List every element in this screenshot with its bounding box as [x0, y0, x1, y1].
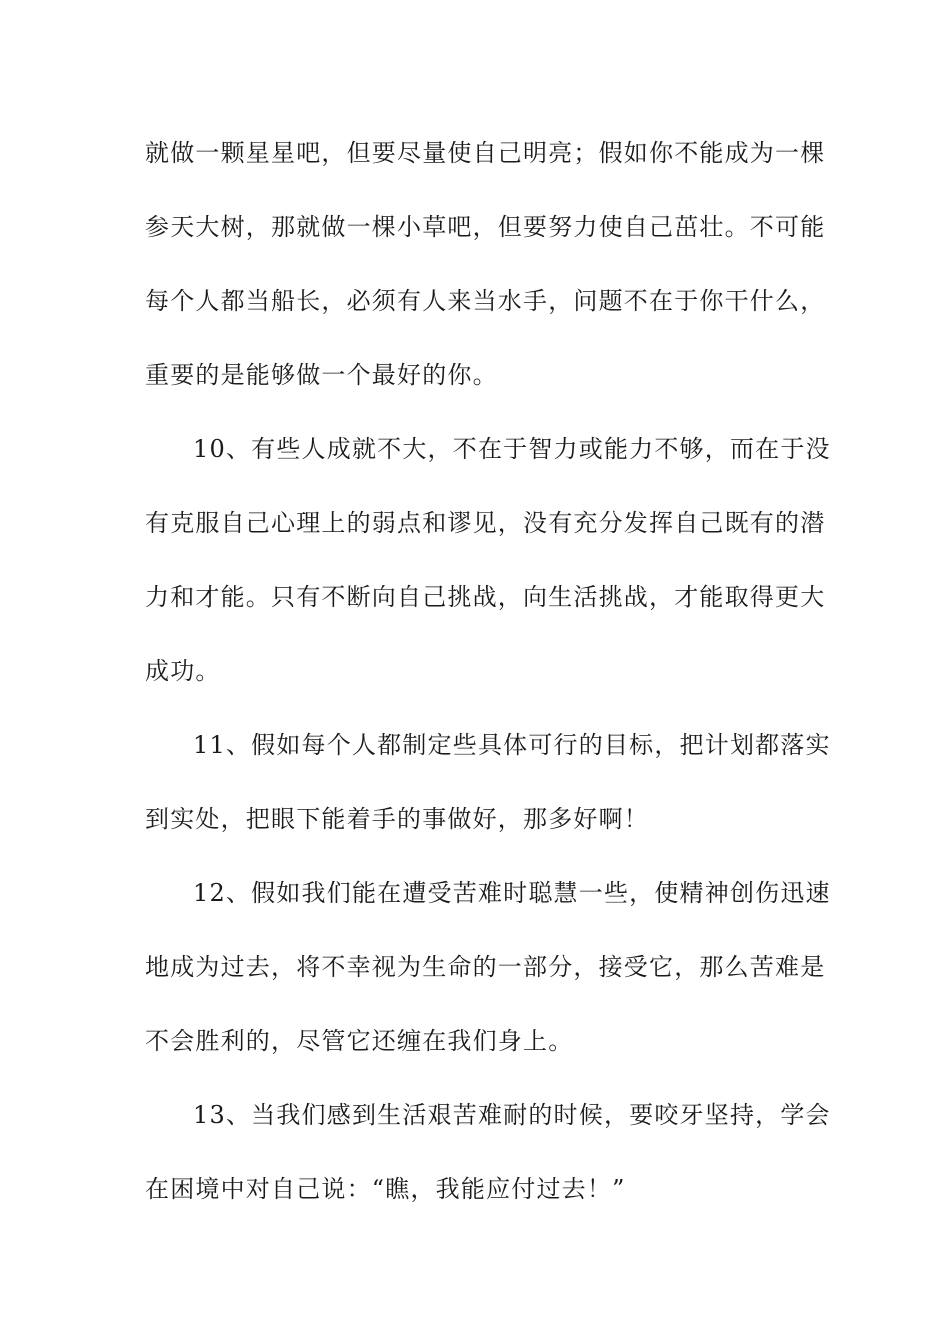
paragraph-line: 地成为过去，将不幸视为生命的一部分，接受它，那么苦难是: [145, 953, 826, 981]
paragraph-line: 有克服自己心理上的弱点和谬见，没有充分发挥自己既有的潜: [145, 509, 826, 537]
paragraph-12-first-line: 12、假如我们能在遭受苦难时聪慧一些，使精神创伤迅速: [193, 879, 831, 907]
paragraph-11-first-line: 11、假如每个人都制定些具体可行的目标，把计划都落实: [193, 731, 831, 759]
document-body: [145, 127, 831, 1237]
paragraph-line: 参天大树，那就做一棵小草吧，但要努力使自己茁壮。不可能: [145, 213, 826, 241]
paragraph-line: 重要的是能够做一个最好的你。: [145, 361, 498, 389]
paragraph-line: 不会胜利的，尽管它还缠在我们身上。: [145, 1027, 574, 1055]
paragraph-line: 每个人都当船长，必须有人来当水手，问题不在于你干什么，: [145, 287, 826, 315]
paragraph-line: 就做一颗星星吧，但要尽量使自己明亮；假如你不能成为一棵: [145, 139, 826, 167]
paragraph-line: 成功。: [145, 657, 221, 685]
paragraph-line: 力和才能。只有不断向自己挑战，向生活挑战，才能取得更大: [145, 583, 826, 611]
paragraph-line: 在困境中对自己说：“瞧，我能应付过去！”: [145, 1175, 626, 1203]
paragraph-line: 到实处，把眼下能着手的事做好，那多好啊！: [145, 805, 649, 833]
paragraph-10-first-line: 10、有些人成就不大，不在于智力或能力不够，而在于没: [193, 435, 831, 463]
paragraph-13-first-line: 13、当我们感到生活艰苦难耐的时候，要咬牙坚持，学会: [193, 1101, 831, 1129]
